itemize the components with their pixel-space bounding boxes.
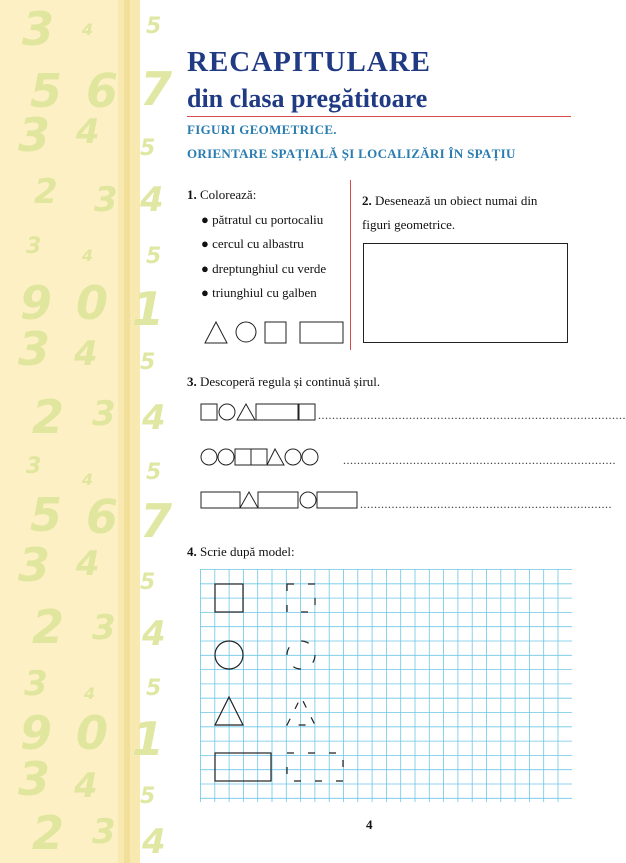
page-title-line2: din clasa pregătitoare <box>187 84 428 113</box>
column-divider <box>350 180 351 350</box>
circle-shape <box>219 404 235 420</box>
exercise-1-heading <box>187 187 256 203</box>
square-shape <box>201 404 217 420</box>
page-title: RECAPITULARE <box>187 46 432 78</box>
rectangle-shape <box>258 492 298 508</box>
answer-line[interactable]: .............................................................................. <box>343 453 616 467</box>
circle-shape <box>302 449 318 465</box>
exercise-instruction: Scrie după model: <box>200 544 295 559</box>
sidebar-digit: 9 <box>20 706 53 760</box>
triangle-shape <box>237 404 255 420</box>
sidebar-digit: 3 <box>18 322 51 376</box>
exercise-instruction: Colorează: <box>200 187 257 202</box>
sidebar-digit: 3 <box>24 664 48 704</box>
circle-shape <box>300 492 316 508</box>
sidebar-digit: 1 <box>132 282 165 336</box>
sidebar-digit: 3 <box>22 2 55 56</box>
sidebar-digit: 3 <box>18 538 51 592</box>
exercise-2-heading <box>362 189 572 237</box>
sidebar-digit: 4 <box>82 20 94 39</box>
triangle-shape <box>240 492 258 508</box>
sidebar-digit: 4 <box>76 112 100 152</box>
sidebar-digit: 5 <box>146 676 162 701</box>
sidebar-digit: 4 <box>140 180 164 220</box>
sidebar-digit: 3 <box>18 752 51 806</box>
sidebar-digit: 4 <box>142 614 166 654</box>
sidebar-digit: 3 <box>92 812 116 852</box>
list-item: ● dreptunghiul cu verde <box>201 261 327 276</box>
list-item-text: triunghiul cu galben <box>212 285 317 300</box>
sidebar-digit: 7 <box>140 494 173 548</box>
sidebar-digit: 4 <box>142 822 166 862</box>
list-item-text: dreptunghiul cu verde <box>212 261 327 276</box>
sequence-row-2 <box>200 447 346 467</box>
circle-shape[interactable] <box>236 322 256 342</box>
answer-line[interactable]: ........................................................................................ <box>318 408 626 422</box>
sidebar-digit: 3 <box>26 454 42 479</box>
sidebar-digit: 5 <box>30 488 63 542</box>
sidebar-digit: 5 <box>146 244 162 269</box>
sidebar-digit: 4 <box>142 398 166 438</box>
drawing-area[interactable] <box>363 243 568 343</box>
sequence-row-1 <box>200 402 324 422</box>
answer-line[interactable]: ........................................................................ <box>360 497 612 511</box>
square-shape[interactable] <box>265 322 286 343</box>
sidebar-digit: 5 <box>140 136 156 161</box>
sidebar-digit: 5 <box>146 460 162 485</box>
sidebar-digit: 2 <box>34 172 58 212</box>
exercise-3-heading <box>187 374 380 390</box>
exercise-1-shapes[interactable] <box>203 318 349 346</box>
sidebar-digit: 6 <box>86 490 119 544</box>
sidebar-digit: 5 <box>140 570 156 595</box>
grid-lines <box>200 569 572 802</box>
sidebar-digit: 0 <box>76 706 109 760</box>
sidebar-digit: 4 <box>82 246 94 265</box>
exercise-instruction: Desenează un obiect numai din <box>375 193 538 208</box>
circle-shape <box>218 449 234 465</box>
sidebar-digit: 9 <box>20 276 53 330</box>
list-item-text: cercul cu albastru <box>212 236 304 251</box>
sidebar-digit: 3 <box>92 394 116 434</box>
square-shape <box>251 449 267 465</box>
decorative-sidebar <box>0 0 162 863</box>
rectangle-shape[interactable] <box>300 322 343 343</box>
exercise-number: 4. <box>187 544 197 559</box>
triangle-shape[interactable] <box>205 322 227 343</box>
sidebar-digit: 4 <box>84 684 96 703</box>
title-underline <box>187 116 571 117</box>
rectangle-shape <box>201 492 240 508</box>
list-item: ● triunghiul cu galben <box>201 285 317 300</box>
square-shape <box>235 449 251 465</box>
exercise-instruction: Descoperă regula și continuă șirul. <box>200 374 381 389</box>
sidebar-digit: 5 <box>146 14 162 39</box>
exercise-instruction-cont: figuri geometrice. <box>362 217 456 232</box>
sidebar-digit: 4 <box>74 766 98 806</box>
exercise-4-heading <box>187 544 295 560</box>
sidebar-digit: 2 <box>32 806 65 860</box>
sidebar-stripe-inner <box>124 0 130 863</box>
section-subtitle: FIGURI GEOMETRICE. <box>187 122 337 137</box>
sidebar-digit: 1 <box>132 712 165 766</box>
circle-shape <box>201 449 217 465</box>
sidebar-digit: 3 <box>26 234 42 259</box>
rectangle-shape <box>317 492 357 508</box>
sidebar-digit: 6 <box>86 64 119 118</box>
exercise-number: 2. <box>362 193 372 208</box>
sidebar-digit: 0 <box>76 276 109 330</box>
sidebar-digit: 4 <box>76 544 100 584</box>
page-number: 4 <box>366 817 373 832</box>
sidebar-digit: 4 <box>74 334 98 374</box>
exercise-number: 3. <box>187 374 197 389</box>
list-item: ● pătratul cu portocaliu <box>201 212 324 227</box>
circle-shape <box>285 449 301 465</box>
square-shape <box>299 404 315 420</box>
sidebar-digit: 3 <box>92 608 116 648</box>
rectangle-shape <box>256 404 298 420</box>
sidebar-digit: 2 <box>32 600 65 654</box>
section-subtitle-2: ORIENTARE SPAȚIALĂ ȘI LOCALIZĂRI ÎN SPAȚIU <box>187 146 516 161</box>
sidebar-digit: 3 <box>18 108 51 162</box>
sequence-row-3 <box>200 489 362 511</box>
sidebar-digit: 4 <box>82 470 94 489</box>
sidebar-digit: 5 <box>140 784 156 809</box>
sidebar-digit: 5 <box>30 64 63 118</box>
list-item: ● cercul cu albastru <box>201 236 304 251</box>
writing-grid[interactable] <box>200 569 572 802</box>
sidebar-digit: 3 <box>94 180 118 220</box>
sidebar-digit: 5 <box>140 350 156 375</box>
list-item-text: pătratul cu portocaliu <box>212 212 324 227</box>
sidebar-digit: 7 <box>140 62 173 116</box>
triangle-shape <box>267 449 284 465</box>
sidebar-digit: 2 <box>32 390 65 444</box>
exercise-number: 1. <box>187 187 197 202</box>
